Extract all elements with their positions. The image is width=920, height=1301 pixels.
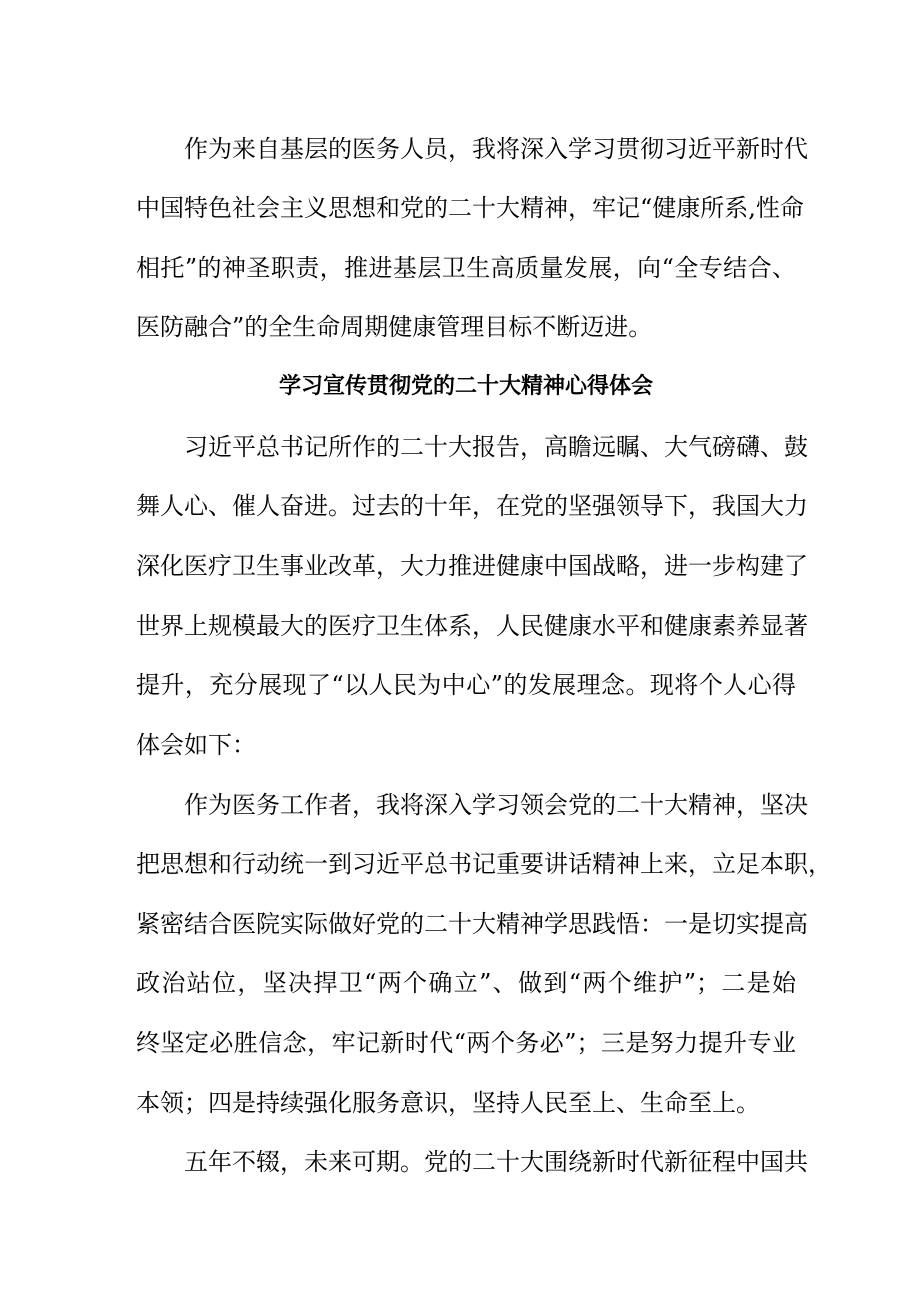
p1-line-2: 舞人心、催人奋进。过去的十年，在党的坚强领导下，我国大力	[136, 492, 808, 520]
intro-line-1: 作为来自基层的医务人员，我将深入学习贯彻习近平新时代	[184, 135, 808, 163]
intro-line-2: 中国特色社会主义思想和党的二十大精神，牢记“健康所系,性命	[136, 194, 804, 222]
p2-line-1: 作为医务工作者，我将深入学习领会党的二十大精神，坚决	[184, 791, 808, 819]
p1-line-3: 深化医疗卫生事业改革，大力推进健康中国战略，进一步构建了	[136, 552, 808, 580]
p3-line-1: 五年不辍，未来可期。党的二十大围绕新时代新征程中国共	[184, 1148, 808, 1176]
p1-line-6: 体会如下：	[136, 731, 256, 759]
p2-line-2: 把思想和行动统一到习近平总书记重要讲话精神上来，立足本职，	[136, 850, 832, 878]
p2-line-4: 政治站位，坚决捍卫“两个确立”、做到“两个维护”；二是始	[136, 969, 796, 997]
p1-line-5: 提升，充分展现了“以人民为中心”的发展理念。现将个人心得	[136, 671, 796, 699]
intro-line-4: 医防融合”的全生命周期健康管理目标不断迈进。	[136, 313, 653, 341]
p2-line-6: 本领；四是持续强化服务意识，坚持人民至上、生命至上。	[136, 1089, 760, 1117]
p1-line-1: 习近平总书记所作的二十大报告，高瞻远瞩、大气磅礴、鼓	[184, 433, 808, 461]
intro-line-3: 相托”的神圣职责，推进基层卫生高质量发展，向“全专结合、	[136, 254, 796, 282]
p1-line-4: 世界上规模最大的医疗卫生体系，人民健康水平和健康素养显著	[136, 612, 808, 640]
p2-line-5: 终坚定必胜信念，牢记新时代“两个务必”；三是努力提升专业	[136, 1029, 796, 1057]
p2-line-3: 紧密结合医院实际做好党的二十大精神学思践悟：一是切实提高	[136, 910, 808, 938]
section-title: 学习宣传贯彻党的二十大精神心得体会	[278, 374, 653, 399]
